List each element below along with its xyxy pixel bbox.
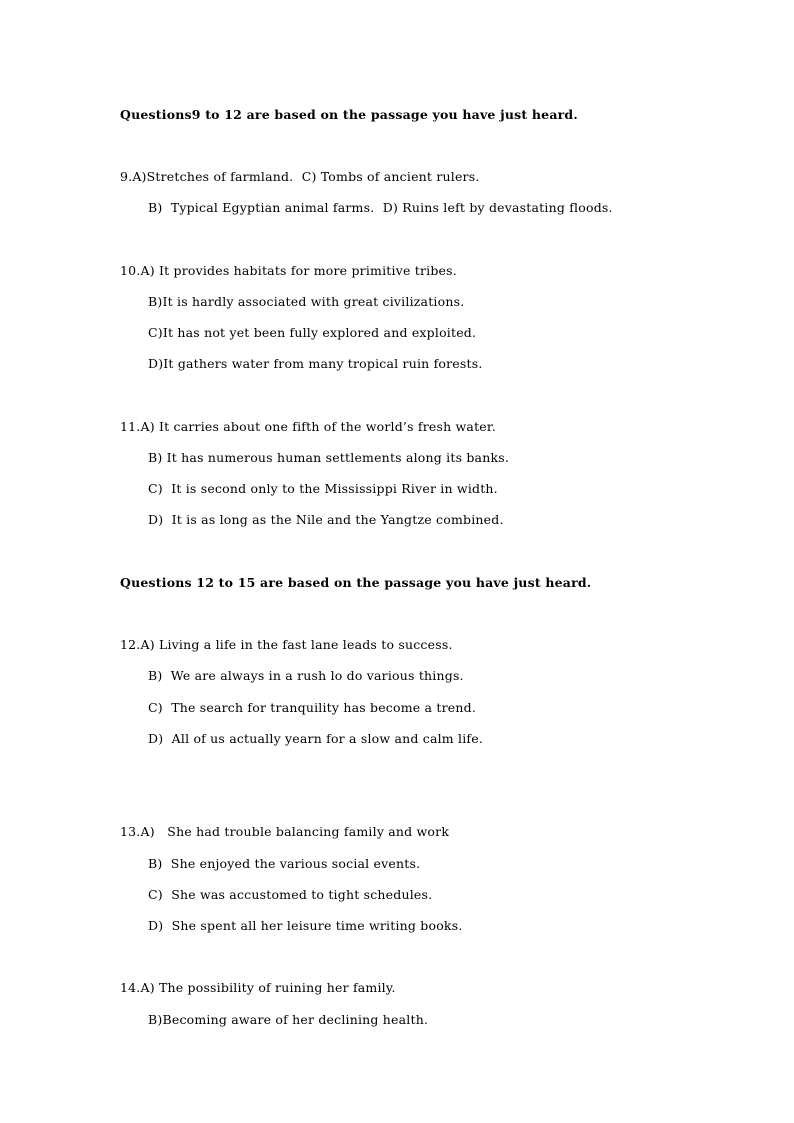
question-11-option-b: B) It has numerous human settlements along its banks. [148, 450, 510, 465]
question-10-option-a: 10.A) It provides habitats for more primitive tribes. [120, 263, 457, 278]
question-12-option-a: 12.A) Living a life in the fast lane leads to success. [120, 637, 453, 652]
question-13-option-b: B) She enjoyed the various social events. [148, 856, 421, 871]
section-heading-9-12: Questions9 to 12 are based on the passage you have just heard. [120, 107, 578, 122]
section-heading-12-15: Questions 12 to 15 are based on the passage you have just heard. [120, 575, 592, 590]
question-11-option-c: C) It is second only to the Mississippi River in width. [148, 481, 498, 496]
question-9-line-1: 9.A)Stretches of farmland. C) Tombs of ancient rulers. [120, 169, 480, 184]
question-13-option-d: D) She spent all her leisure time writing books. [148, 918, 463, 933]
question-11-option-a: 11.A) It carries about one fifth of the world’s fresh water. [120, 419, 496, 434]
question-14-option-b: B)Becoming aware of her declining health. [148, 1012, 429, 1027]
question-12-option-c: C) The search for tranquility has become a trend. [148, 700, 477, 715]
question-10-option-b: B)It is hardly associated with great civilizations. [148, 294, 465, 309]
question-13-option-c: C) She was accustomed to tight schedules. [148, 887, 433, 902]
question-11-option-d: D) It is as long as the Nile and the Yangtze combined. [148, 512, 504, 527]
question-13-option-a: 13.A) She had trouble balancing family and work [120, 824, 450, 839]
question-12-option-d: D) All of us actually yearn for a slow and calm life. [148, 731, 484, 746]
question-14-option-a: 14.A) The possibility of ruining her family. [120, 980, 396, 995]
question-9-line-2: B) Typical Egyptian animal farms. D) Ruins left by devastating floods. [148, 200, 613, 215]
question-12-option-b: B) We are always in a rush lo do various things. [148, 668, 464, 683]
question-10-option-d: D)It gathers water from many tropical ruin forests. [148, 356, 483, 371]
question-10-option-c: C)It has not yet been fully explored and exploited. [148, 325, 477, 340]
